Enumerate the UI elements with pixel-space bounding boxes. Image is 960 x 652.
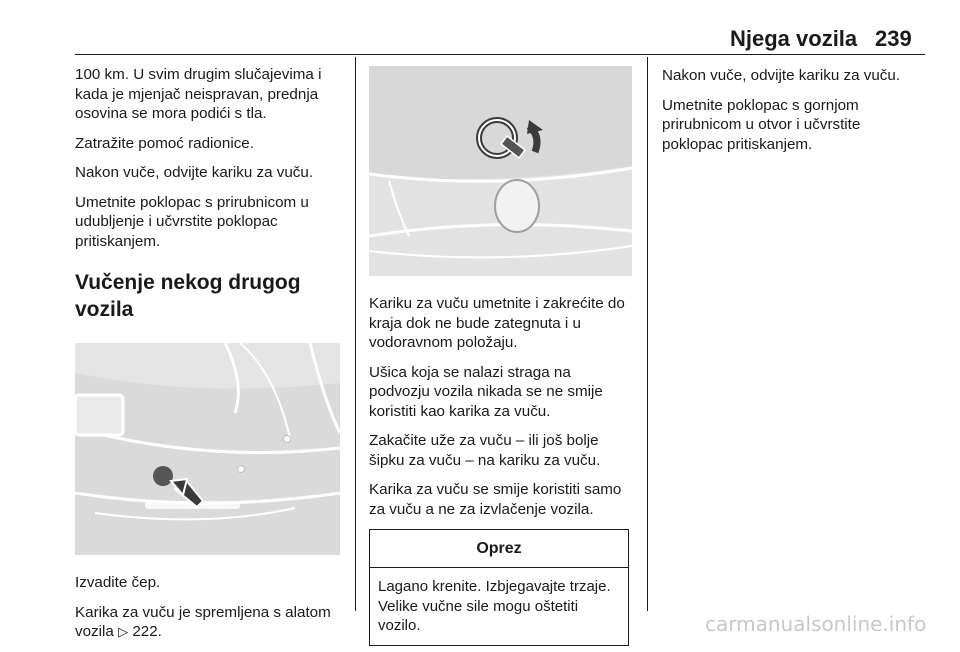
paragraph: Kariku za vuču umetnite i zakrećite do kraja dok ne bude zategnuta i u vodoravnom položaju. [369, 295, 625, 351]
header-divider [75, 54, 925, 55]
paragraph [75, 603, 347, 642]
paragraph: 100 km. U svim drugim slučajevima i kada je mjenjač neispravan, prednja osovina se mora podići s tla. [75, 66, 322, 122]
page-reference: 222. [132, 623, 162, 640]
paragraph: Nakon vuče, odvijte kariku za vuču. [75, 164, 314, 181]
paragraph: Zatražite pomoć radionice. [75, 134, 254, 152]
arrow-reference-icon: ▷ [118, 624, 129, 639]
page-number: 239 [875, 26, 912, 51]
caution-heading: Oprez [370, 530, 628, 568]
header-title: Njega vozila [730, 26, 858, 51]
towing-eye-illustration [369, 66, 632, 276]
middle-column [369, 66, 634, 646]
rear-bumper-plug-illustration [75, 343, 340, 555]
caution-body: Lagano krenite. Izbjegavajte trzaje. Velike vučne sile mogu oštetiti vozilo. [378, 578, 611, 634]
left-column [75, 65, 347, 652]
paragraph: Umetnite poklopac s prirubnicom u udubljenje i učvrstite poklopac pritiskanjem. [75, 193, 309, 250]
paragraph: Ušica koja se nalazi straga na podvozju vozila nikada se ne smije koristiti kao karika za vuču. [369, 363, 603, 420]
column-divider-1 [355, 57, 356, 611]
paragraph: Zakačite uže za vuču – ili još bolje šipku za vuču – na kariku za vuču. [369, 432, 601, 469]
paragraph: Nakon vuče, odvijte kariku za vuču. [662, 67, 901, 84]
paragraph: Karika za vuču se smije koristiti samo za vuču a ne za izvlačenje vozila. [369, 481, 622, 518]
caution-box [369, 529, 629, 646]
right-column [662, 66, 924, 164]
paragraph: Izvadite čep. [75, 574, 161, 591]
paragraph-text: Karika za vuču je spremljena s alatom vozila [75, 603, 331, 640]
paragraph: Umetnite poklopac s gornjom prirubnicom u otvor i učvrstite poklopac pritiskanjem. [662, 96, 861, 153]
watermark: carmanualsonline.info [705, 612, 927, 636]
column-divider-2 [647, 57, 648, 611]
section-heading: Vučenje nekog drugog vozila [75, 271, 301, 321]
